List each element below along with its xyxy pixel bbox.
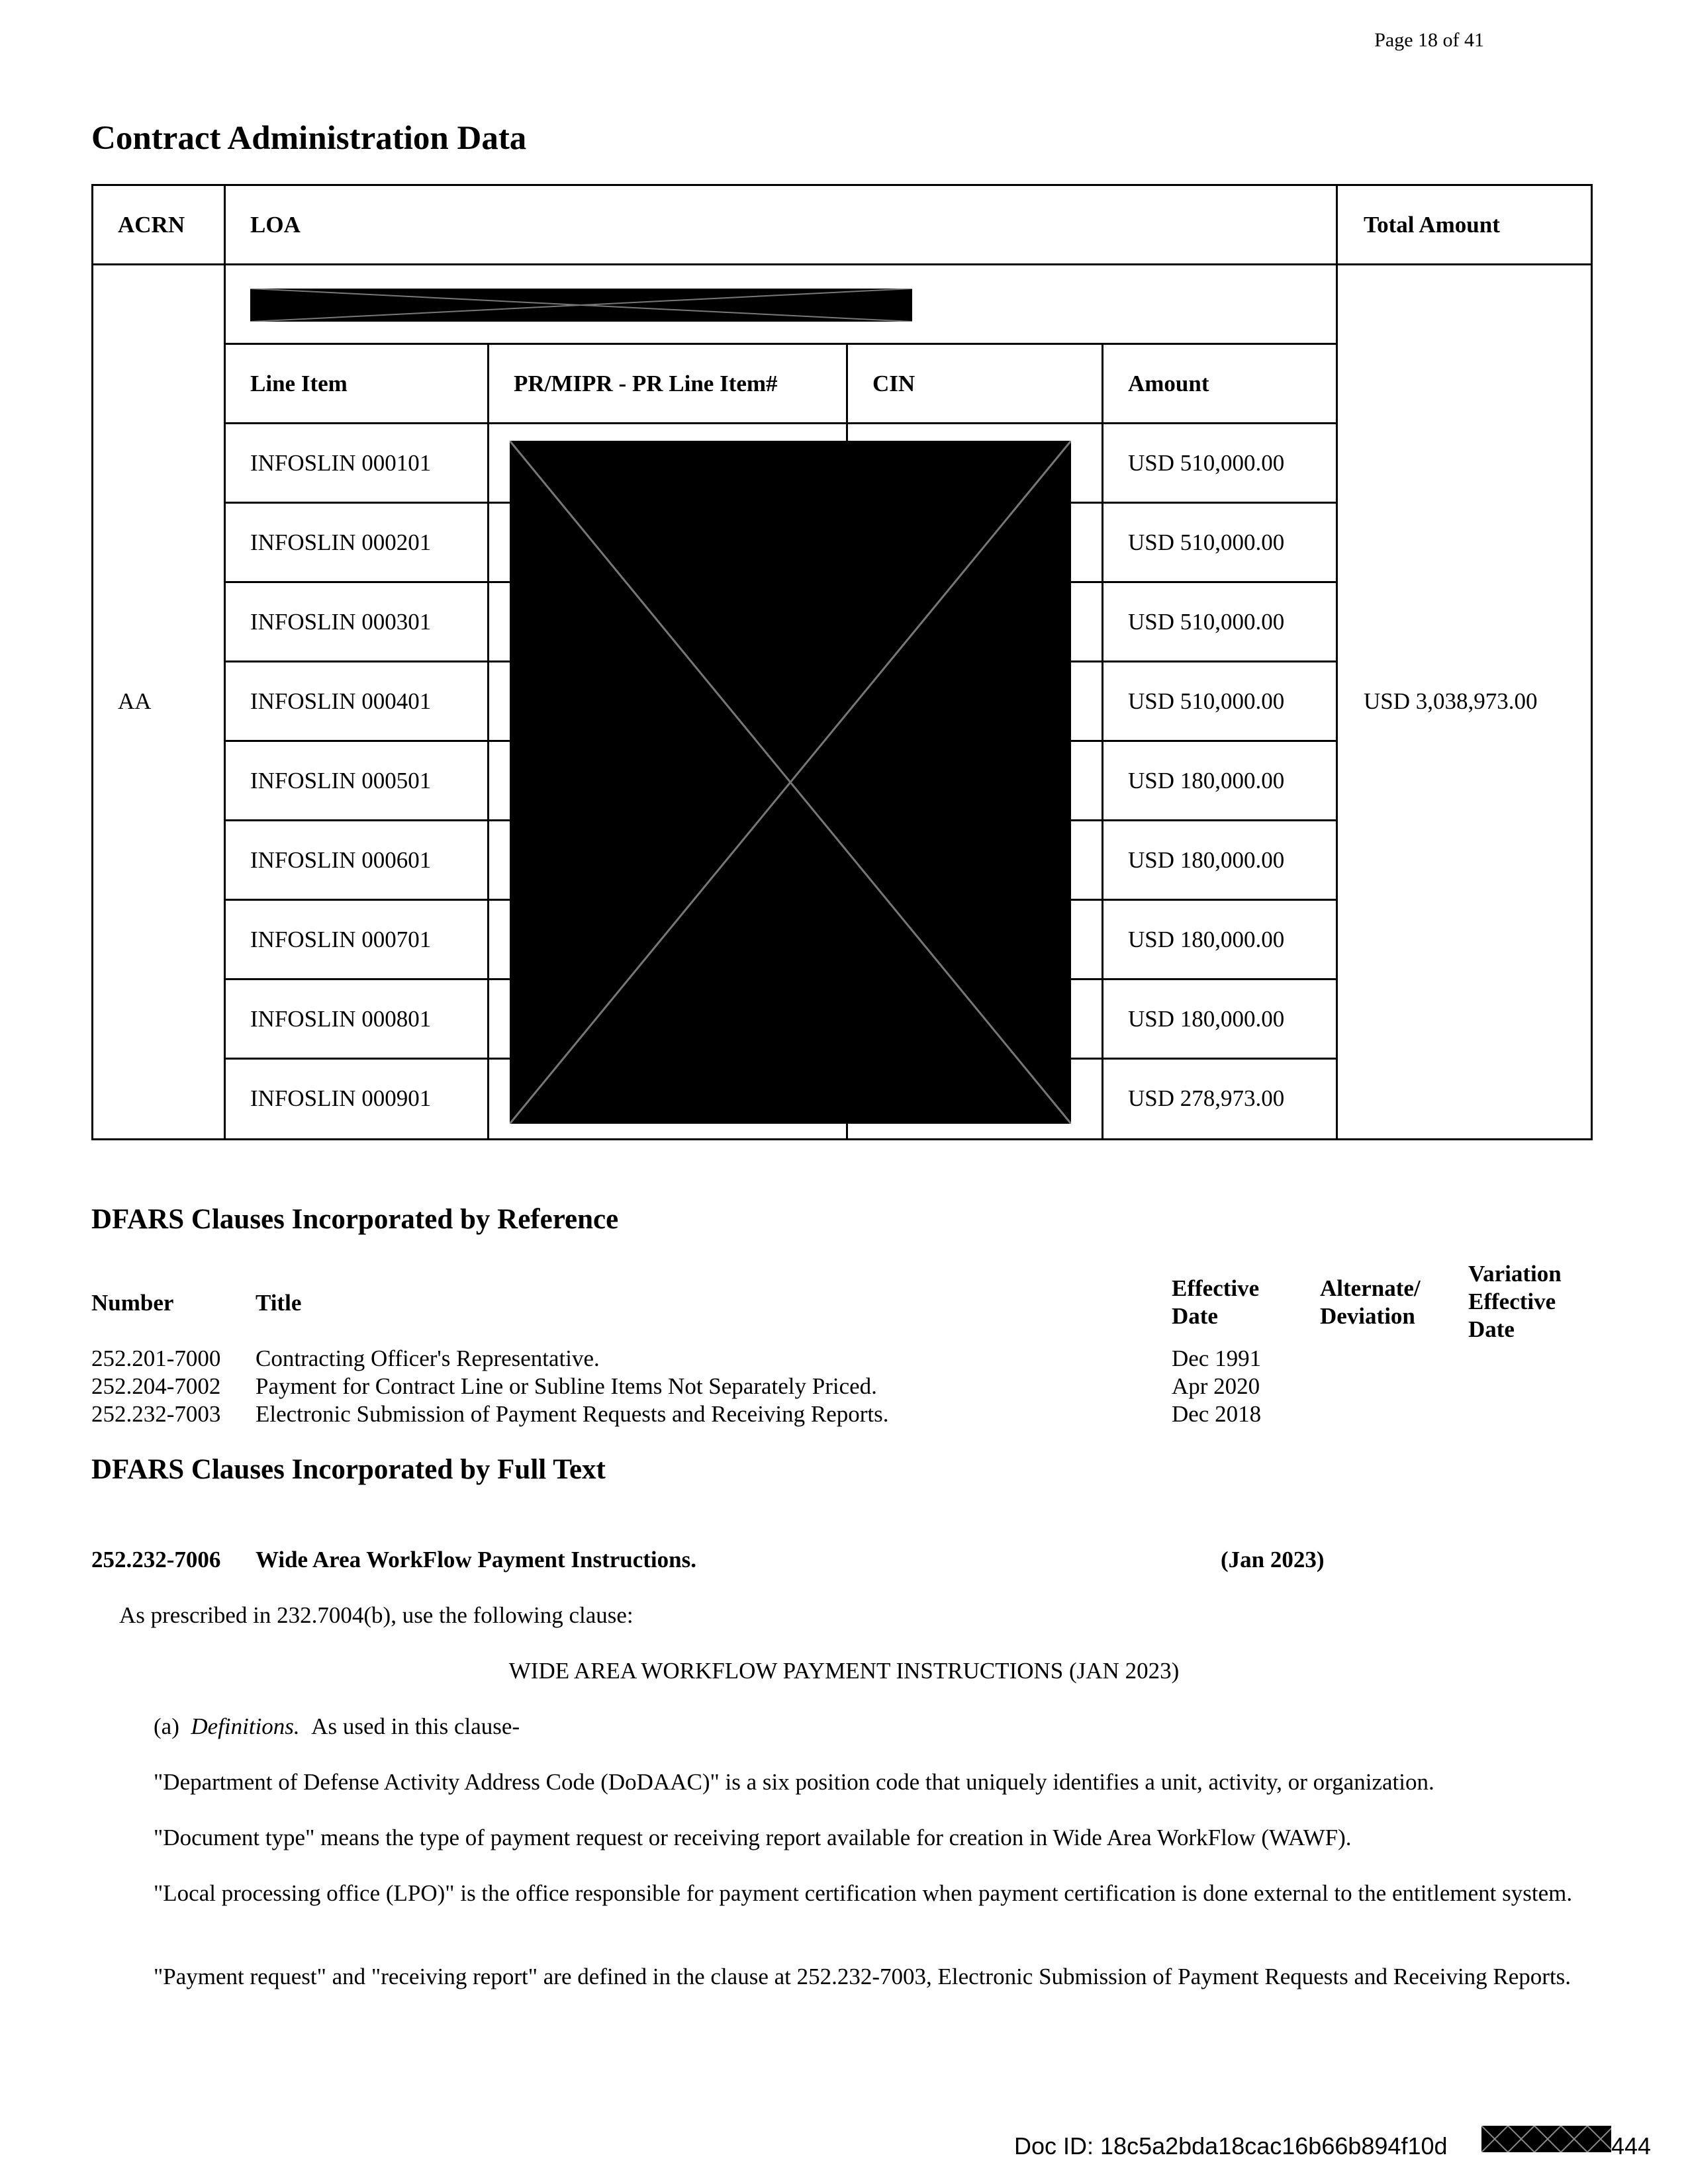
- row-line-item: INFOSLIN 000601: [250, 847, 432, 873]
- row-line-item: INFOSLIN 000801: [250, 1006, 432, 1032]
- ref-header-number: Number: [91, 1290, 174, 1316]
- total-amount-value: USD 3,038,973.00: [1364, 688, 1538, 714]
- ref-row-number: 252.204-7002: [91, 1373, 221, 1399]
- contract-admin-table: [91, 184, 1593, 1140]
- ref-row-title: Contracting Officer's Representative.: [256, 1345, 600, 1371]
- ref-row-title: Payment for Contract Line or Subline Items Not Separately Priced.: [256, 1373, 877, 1399]
- ref-row-date: Dec 1991: [1172, 1345, 1262, 1371]
- row-line-item: INFOSLIN 000301: [250, 609, 432, 635]
- row-amount: USD 180,000.00: [1128, 768, 1285, 794]
- header-acrn: ACRN: [118, 212, 185, 238]
- row-amount: USD 510,000.00: [1128, 609, 1285, 635]
- definition-dodaac: "Department of Defense Activity Address Code (DoDAAC)" is a six position code that uniquely identifies a unit, activity, or organization.: [154, 1769, 1434, 1795]
- definition-payment-request: "Payment request" and "receiving report" are defined in the clause at 252.232-7003, Electronic Submission of Payment Requests and Receiving Reports.: [154, 1964, 1571, 1989]
- definition-document-type: "Document type" means the type of payment request or receiving report available for creation in Wide Area WorkFlow (WAWF).: [154, 1825, 1352, 1850]
- acrn-value: AA: [118, 688, 152, 714]
- row-line-item: INFOSLIN 000201: [250, 529, 432, 555]
- header-total-amount: Total Amount: [1364, 212, 1500, 238]
- ref-row-number: 252.201-7000: [91, 1345, 221, 1371]
- ref-row-title: Electronic Submission of Payment Requests and Receiving Reports.: [256, 1401, 889, 1427]
- row-amount: USD 180,000.00: [1128, 1006, 1285, 1032]
- ref-header-title: Title: [256, 1290, 302, 1316]
- row-amount: USD 278,973.00: [1128, 1085, 1285, 1111]
- ref-row-date: Apr 2020: [1172, 1373, 1260, 1399]
- doc-id-tail: 444: [1611, 2132, 1652, 2160]
- row-line-item: INFOSLIN 000901: [250, 1085, 432, 1111]
- definitions-line: (a) Definitions. As used in this clause-: [154, 1713, 520, 1739]
- row-amount: USD 180,000.00: [1128, 847, 1285, 873]
- definition-lpo: "Local processing office (LPO)" is the office responsible for payment certification when payment certification is done external to the entitlement system.: [154, 1880, 1573, 1906]
- subheader-pr-mipr: PR/MIPR - PR Line Item#: [514, 371, 778, 396]
- prescribed-text: As prescribed in 232.7004(b), use the following clause:: [119, 1602, 633, 1628]
- clause-title: Wide Area WorkFlow Payment Instructions.: [256, 1547, 696, 1572]
- ref-row-date: Dec 2018: [1172, 1401, 1262, 1427]
- clause-date: (Jan 2023): [1221, 1547, 1325, 1572]
- row-amount: USD 510,000.00: [1128, 529, 1285, 555]
- clause-number: 252.232-7006: [91, 1547, 221, 1572]
- ref-header-variation: Variation Effective Date: [1468, 1261, 1562, 1342]
- pr-cin-redaction: [510, 441, 1071, 1124]
- subheader-cin: CIN: [872, 371, 915, 396]
- page-number: Page 18 of 41: [1374, 29, 1484, 51]
- row-amount: USD 180,000.00: [1128, 927, 1285, 952]
- row-line-item: INFOSLIN 000501: [250, 768, 432, 794]
- row-line-item: INFOSLIN 000401: [250, 688, 432, 714]
- row-line-item: INFOSLIN 000101: [250, 450, 432, 476]
- ref-row-number: 252.232-7003: [91, 1401, 221, 1427]
- ref-header-alternate: Alternate/ Deviation: [1320, 1275, 1421, 1329]
- dfars-ref-title: DFARS Clauses Incorporated by Reference: [91, 1204, 619, 1235]
- clause-center-heading: WIDE AREA WORKFLOW PAYMENT INSTRUCTIONS (JAN 2023): [508, 1658, 1180, 1684]
- row-amount: USD 510,000.00: [1128, 688, 1285, 714]
- doc-id-redaction: [1481, 2126, 1611, 2152]
- row-amount: USD 510,000.00: [1128, 450, 1285, 476]
- subheader-line-item: Line Item: [250, 371, 348, 396]
- page-title: Contract Administration Data: [91, 120, 527, 157]
- loa-redaction: [250, 289, 912, 322]
- ref-header-effective-date: Effective Date: [1172, 1275, 1260, 1329]
- row-line-item: INFOSLIN 000701: [250, 927, 432, 952]
- doc-id: Doc ID: 18c5a2bda18cac16b66b894f10d: [1014, 2132, 1448, 2160]
- header-loa: LOA: [250, 212, 301, 238]
- dfars-full-title: DFARS Clauses Incorporated by Full Text: [91, 1454, 606, 1485]
- subheader-amount: Amount: [1128, 371, 1209, 396]
